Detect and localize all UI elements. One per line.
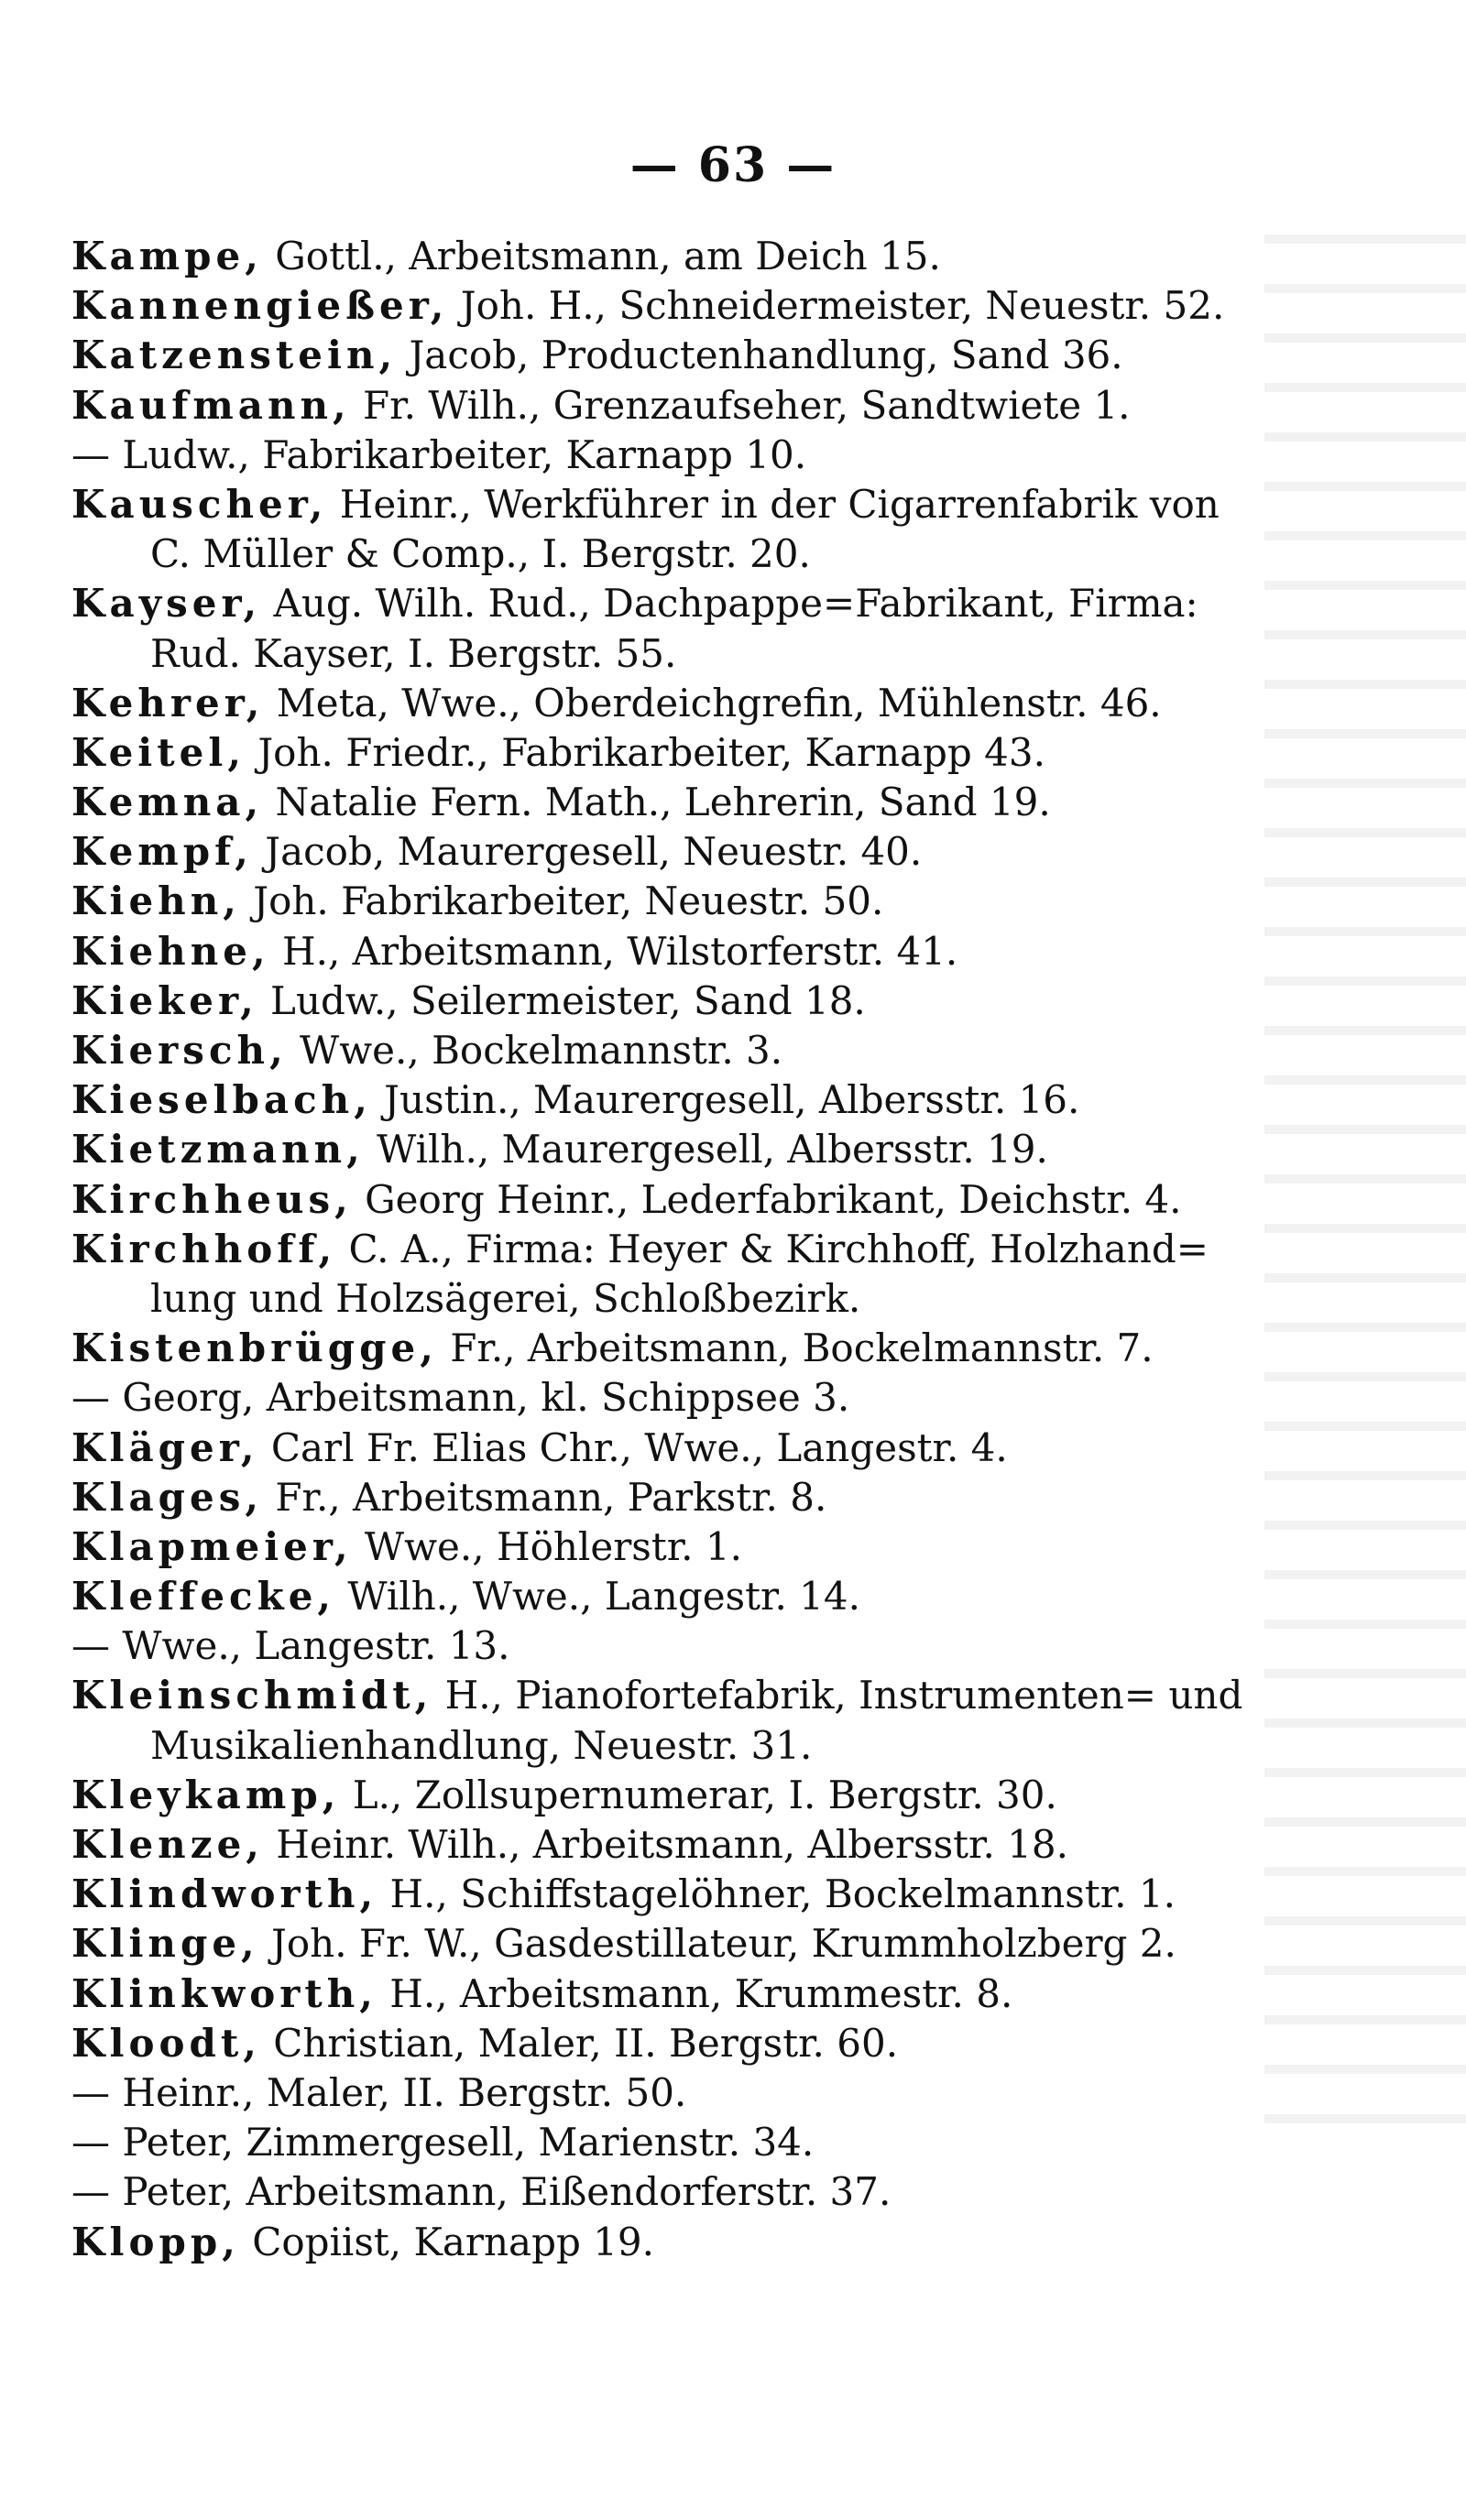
entry-details: Wwe., Bockelmannstr. 3.	[287, 1028, 783, 1073]
entry-details: Musikalienhandlung, Neuestr. 31.	[150, 1722, 813, 1768]
entry-surname: Kempf,	[71, 829, 253, 875]
entry-details: Joh. Fabrikarbeiter, Neuestr. 50.	[240, 878, 884, 924]
entry-details: — Wwe., Langestr. 13.	[71, 1623, 510, 1669]
entry-details: Jacob, Productenhandlung, Sand 36.	[397, 333, 1123, 378]
entry-details: H., Arbeitsmann, Wilstorferstr. 41.	[269, 928, 958, 974]
directory-entry	[71, 1820, 1263, 1870]
entry-details: Christian, Maler, II. Bergstr. 60.	[260, 2020, 899, 2066]
entry-details: H., Pianofortefabrik, Instrumenten= und	[432, 1673, 1243, 1718]
entry-surname: Keitel,	[71, 729, 246, 775]
entry-details: — Peter, Arbeitsmann, Eißendorferstr. 37.	[71, 2169, 892, 2215]
entry-continuation-line	[71, 1274, 1263, 1324]
reverse-page-bleed	[1264, 211, 1466, 2134]
directory-entry	[71, 1373, 1263, 1423]
entry-details: Wwe., Höhlerstr. 1.	[352, 1523, 742, 1569]
directory-entry	[71, 1572, 1263, 1621]
entry-surname: Klapmeier,	[71, 1523, 353, 1569]
entry-details: — Georg, Arbeitsmann, kl. Schippsee 3.	[71, 1375, 850, 1421]
entry-surname: Kleinschmidt,	[71, 1673, 433, 1718]
entry-surname: Klages,	[71, 1474, 264, 1520]
directory-entry	[71, 1919, 1263, 1969]
entry-details: Natalie Fern. Math., Lehrerin, Sand 19.	[263, 780, 1051, 825]
directory-entry	[71, 1175, 1263, 1225]
entry-surname: Kauscher,	[71, 481, 328, 527]
entry-surname: Klenze,	[71, 1822, 264, 1867]
directory-entry	[71, 728, 1263, 778]
directory-entry	[71, 1026, 1263, 1075]
entry-details: Ludw., Seilermeister, Sand 18.	[257, 977, 866, 1023]
entry-surname: Kemna,	[71, 780, 264, 825]
entry-details: Meta, Wwe., Oberdeichgrefin, Mühlenstr. 46.	[264, 680, 1162, 725]
directory-entry	[71, 431, 1263, 480]
directory-entry	[71, 679, 1263, 728]
entry-surname: Kietzmann,	[71, 1127, 365, 1173]
entry-details: — Ludw., Fabrikarbeiter, Karnapp 10.	[71, 431, 807, 477]
directory-entry	[71, 778, 1263, 827]
entry-surname: Kloodt,	[71, 2020, 261, 2066]
entry-surname: Kiersch,	[71, 1028, 288, 1073]
page-number: — 63 —	[629, 137, 837, 193]
entry-details: — Heinr., Maler, II. Bergstr. 50.	[71, 2069, 687, 2115]
entry-details: Gottl., Arbeitsmann, am Deich 15.	[262, 234, 941, 278]
directory-entry	[71, 1473, 1263, 1522]
entry-surname: Klinge,	[71, 1921, 259, 1967]
directory-entry	[71, 2167, 1263, 2217]
directory-entry	[71, 927, 1263, 976]
entry-surname: Klinkworth,	[71, 1970, 377, 2016]
entry-continuation-line	[71, 1721, 1263, 1771]
entry-details: C. A., Firma: Heyer & Kirchhoff, Holzhand=	[336, 1226, 1209, 1271]
directory-entry	[71, 2068, 1263, 2118]
directory-entry	[71, 1424, 1263, 1473]
entry-surname: Kieselbach,	[71, 1077, 372, 1123]
directory-entry	[71, 827, 1263, 877]
directory-entry	[71, 2019, 1263, 2068]
directory-entry	[71, 480, 1263, 529]
entry-surname: Kaufmann,	[71, 382, 351, 428]
entry-surname: Kirchhoff,	[71, 1226, 337, 1271]
directory-entries	[71, 232, 1263, 2267]
entry-details: Heinr., Werkführer in der Cigarrenfabrik von	[327, 481, 1220, 527]
entry-details: H., Schiffstagelöhner, Bockelmannstr. 1.	[377, 1871, 1176, 1917]
directory-entry	[71, 1621, 1263, 1671]
entry-details: H., Arbeitsmann, Krummestr. 8.	[377, 1970, 1013, 2016]
directory-entry	[71, 1969, 1263, 2019]
entry-details: Heinr. Wilh., Arbeitsmann, Albersstr. 18.	[263, 1822, 1069, 1867]
directory-entry	[71, 1075, 1263, 1125]
entry-details: Georg Heinr., Lederfabrikant, Deichstr. 4.	[352, 1176, 1182, 1222]
entry-details: Joh. Friedr., Fabrikarbeiter, Karnapp 43.	[245, 729, 1045, 775]
entry-details: Copiist, Karnapp 19.	[239, 2219, 654, 2264]
entry-surname: Katzenstein,	[71, 333, 398, 378]
entry-details: Joh. H., Schneidermeister, Neuestr. 52.	[448, 283, 1225, 329]
entry-details: Fr., Arbeitsmann, Parkstr. 8.	[263, 1474, 827, 1520]
directory-entry	[71, 1870, 1263, 1919]
entry-details: Wilh., Wwe., Langestr. 14.	[335, 1574, 860, 1620]
entry-surname: Kieker,	[71, 977, 258, 1023]
entry-details: Fr., Arbeitsmann, Bockelmannstr. 7.	[437, 1325, 1154, 1371]
entry-surname: Klindworth,	[71, 1871, 378, 1917]
entry-details: Jacob, Maurergesell, Neuestr. 40.	[252, 829, 923, 875]
entry-details: Carl Fr. Elias Chr., Wwe., Langestr. 4.	[258, 1424, 1008, 1470]
entry-details: Aug. Wilh. Rud., Dachpappe=Fabrikant, Firma:	[261, 581, 1198, 627]
entry-details: Joh. Fr. W., Gasdestillateur, Krummholzberg 2.	[258, 1921, 1176, 1967]
directory-entry	[71, 976, 1263, 1026]
entry-details: Justin., Maurergesell, Albersstr. 16.	[371, 1077, 1080, 1123]
entry-surname: Kleykamp,	[71, 1772, 341, 1817]
entry-continuation-line	[71, 529, 1263, 579]
directory-entry	[71, 1522, 1263, 1572]
entry-surname: Kirchheus,	[71, 1176, 353, 1222]
entry-surname: Kistenbrügge,	[71, 1325, 438, 1371]
entry-details: — Peter, Zimmergesell, Marienstr. 34.	[71, 2120, 815, 2165]
entry-surname: Kiehn,	[71, 878, 241, 924]
directory-entry	[71, 877, 1263, 926]
directory-entry	[71, 1324, 1263, 1373]
entry-continuation-line	[71, 629, 1263, 679]
directory-entry	[71, 232, 1263, 281]
entry-details: Wilh., Maurergesell, Albersstr. 19.	[364, 1127, 1048, 1173]
entry-details: lung und Holzsägerei, Schloßbezirk.	[150, 1275, 861, 1321]
entry-surname: Klopp,	[71, 2219, 240, 2264]
entry-surname: Kleffecke,	[71, 1574, 336, 1620]
entry-surname: Kläger,	[71, 1424, 259, 1470]
directory-entry	[71, 331, 1263, 380]
directory-entry	[71, 579, 1263, 628]
directory-entry	[71, 1771, 1263, 1820]
entry-surname: Kehrer,	[71, 680, 265, 725]
entry-details: Fr. Wilh., Grenzaufseher, Sandtwiete 1.	[350, 382, 1131, 428]
entry-surname: Kayser,	[71, 581, 262, 627]
entry-details: L., Zollsupernumerar, I. Bergstr. 30.	[340, 1772, 1057, 1817]
entry-surname: Kiehne,	[71, 928, 270, 974]
directory-entry	[71, 1671, 1263, 1720]
entry-details: C. Müller & Comp., I. Bergstr. 20.	[150, 531, 811, 577]
directory-entry	[71, 1125, 1263, 1174]
entry-surname: Kampe,	[71, 234, 263, 278]
entry-surname: Kannengießer,	[71, 283, 449, 329]
entry-details: Rud. Kayser, I. Bergstr. 55.	[150, 630, 677, 676]
directory-entry	[71, 1225, 1263, 1274]
directory-entry	[71, 381, 1263, 431]
directory-entry	[71, 2218, 1263, 2267]
directory-entry	[71, 2118, 1263, 2167]
directory-entry	[71, 281, 1263, 331]
